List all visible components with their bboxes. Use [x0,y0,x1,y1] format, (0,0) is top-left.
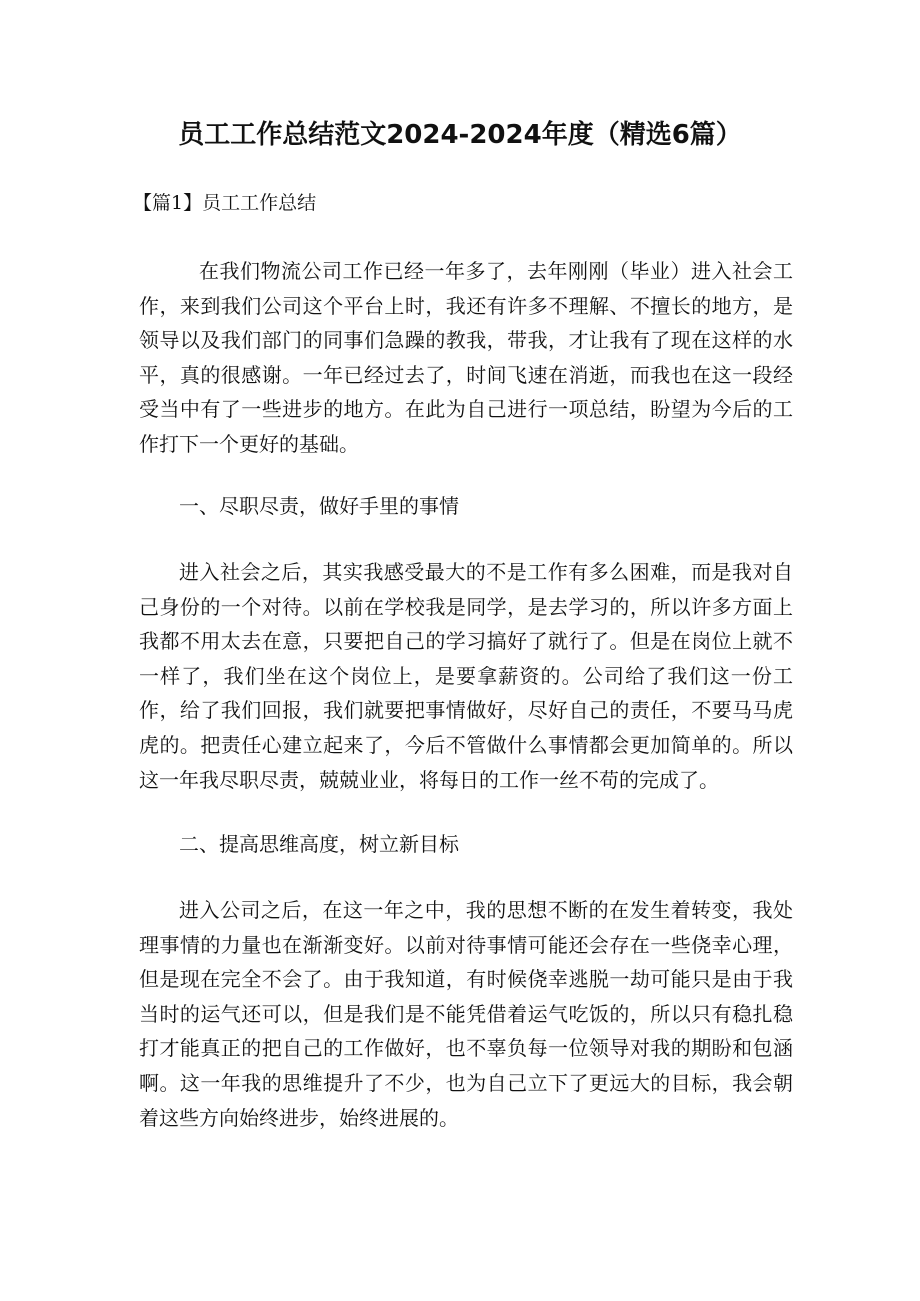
document-title: 员工工作总结范文2024-2024年度（精选6篇） [178,120,742,150]
intro-paragraph: 在我们物流公司工作已经一年多了，去年刚刚（毕业）进入社会工作，来到我们公司这个平台上时，我还有许多不理解、不擅长的地方，是领导以及我们部门的同事们急躁的教我，带我，才让我有了现在这样的水平，真的很感谢。一年已经过去了，时间飞速在消逝，而我也在这一段经受当中有了一些进步的地方。在此为自己进行一项总结，盼望为今后的工作打下一个更好的基础。 [139,259,793,456]
body-paragraph-1: 进入社会之后，其实我感受最大的不是工作有多么困难，而是我对自己身份的一个对待。以前在学校我是同学，是去学习的，所以许多方面上我都不用太去在意，只要把自己的学习搞好了就行了。但是在岗位上就不一样了，我们坐在这个岗位上，是要拿薪资的。公司给了我们这一份工作，给了我们回报，我们就要把事情做好，尽好自己的责任，不要马马虎虎的。把责任心建立起来了，今后不管做什么事情都会更加简单的。所以这一年我尽职尽责，兢兢业业，将每日的工作一丝不苟的完成了。 [139,560,793,792]
section-label: 【篇1】员工工作总结 [133,192,317,214]
body-paragraph-2: 进入公司之后，在这一年之中，我的思想不断的在发生着转变，我处理事情的力量也在渐渐变好。以前对待事情可能还会存在一些侥幸心理，但是现在完全不会了。由于我知道，有时候侥幸逃脱一劫可能只是由于我当时的运气还可以，但是我们是不能凭借着运气吃饭的，所以只有稳扎稳打才能真正的把自己的工作做好，也不辜负每一位领导对我的期盼和包涵啊。这一年我的思维提升了不少，也为自己立下了更远大的目标，我会朝着这些方向始终进步，始终进展的。 [139,898,793,1130]
section-heading-1: 一、尽职尽责，做好手里的事情 [179,494,459,518]
section-heading-2: 二、提高思维高度，树立新目标 [179,832,459,856]
